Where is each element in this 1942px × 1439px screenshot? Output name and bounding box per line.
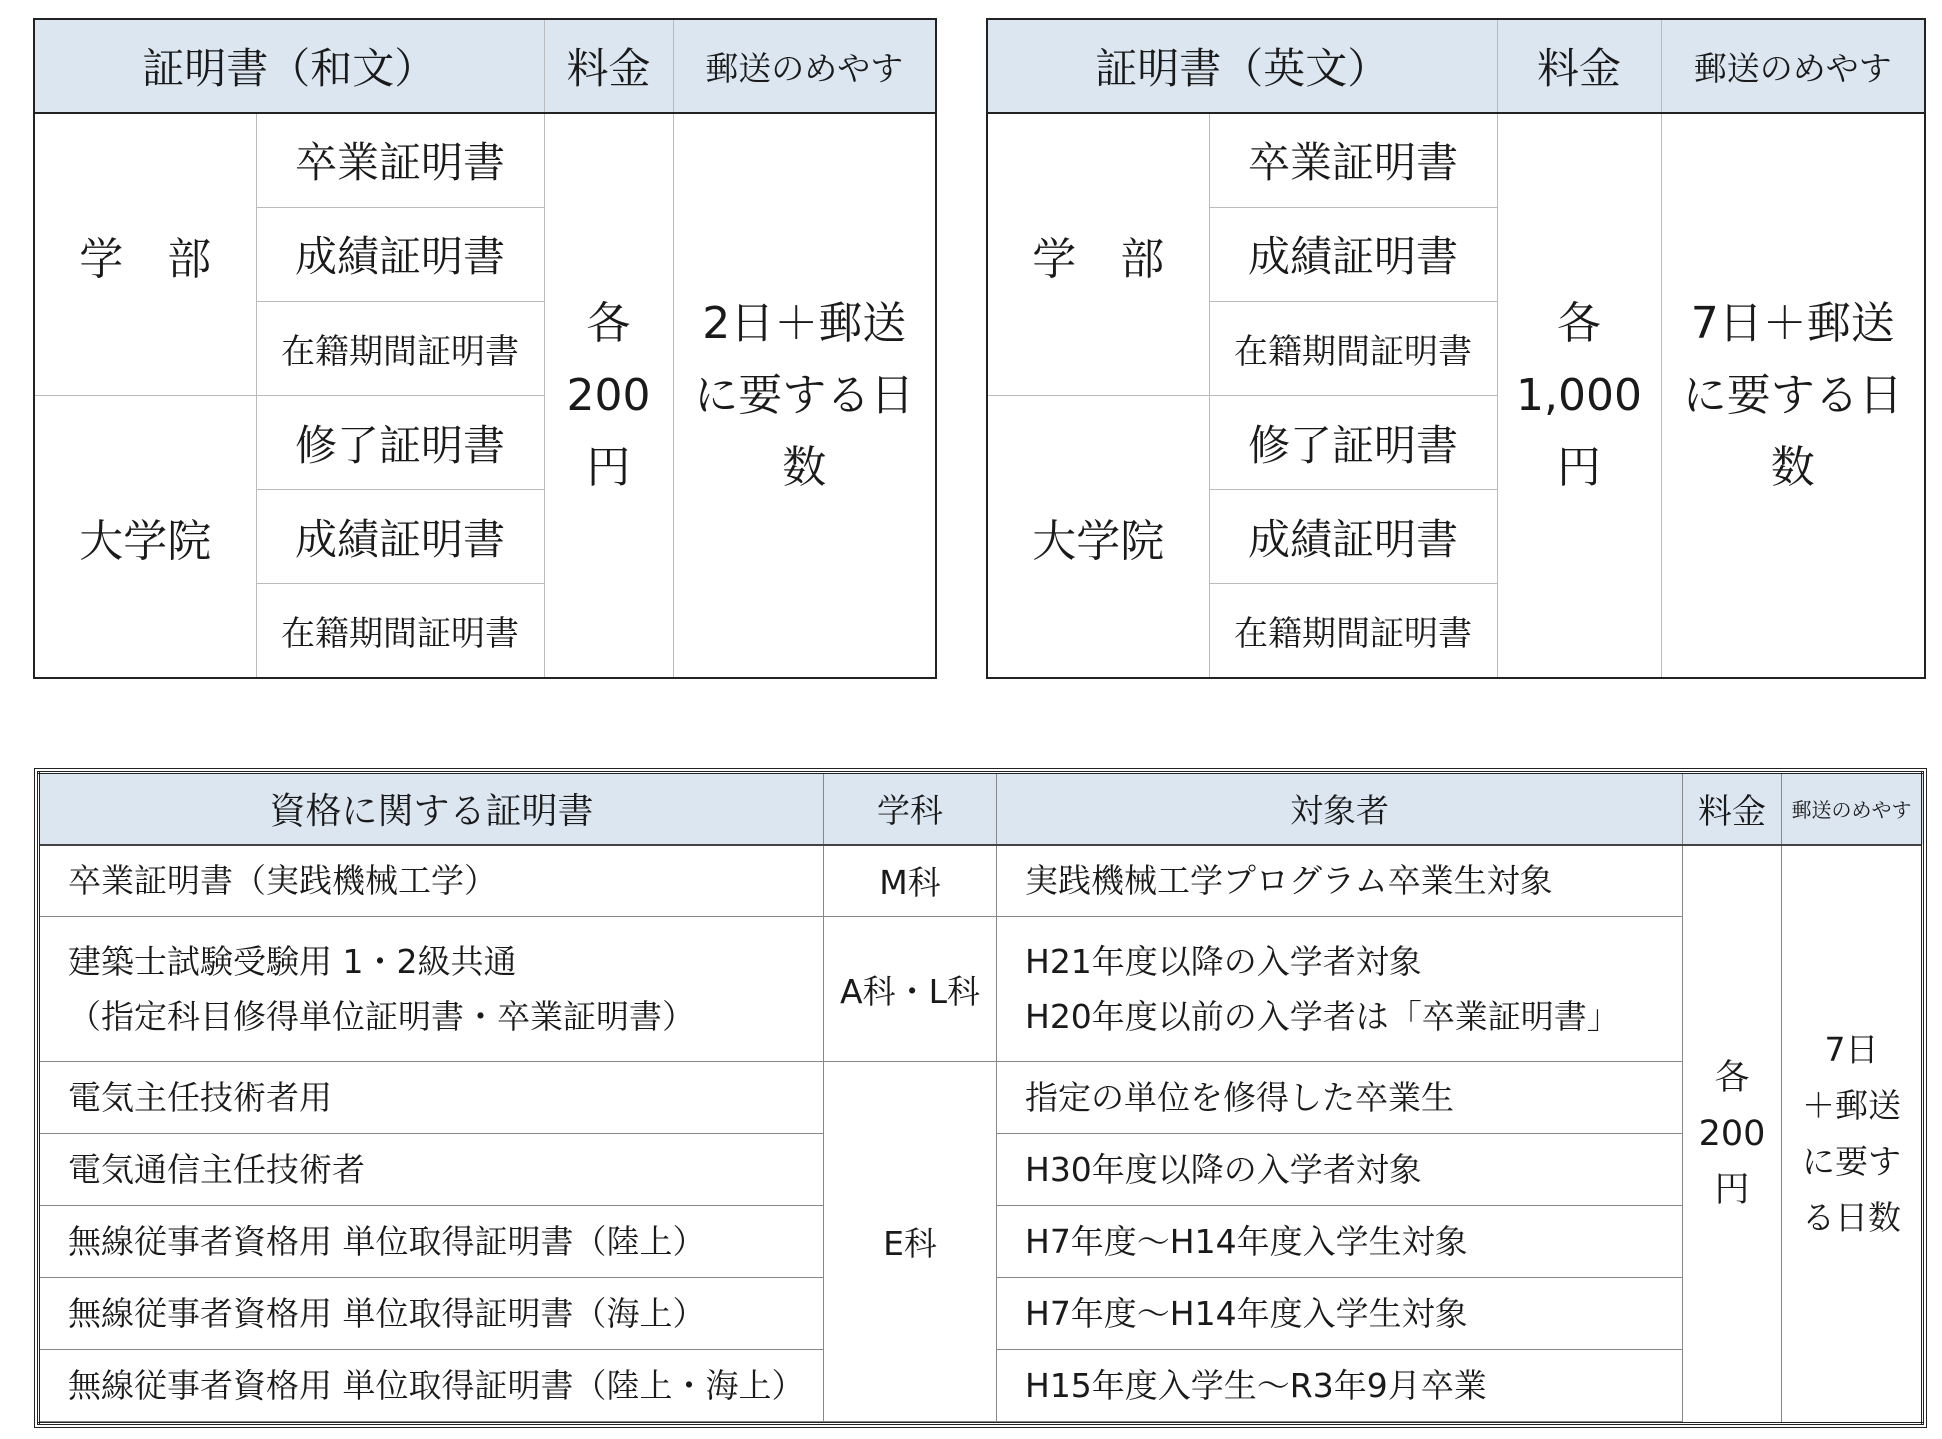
qualification-name-cell: [39, 1278, 824, 1350]
cell-line: （指定科目修得単位証明書・卒業証明書）: [68, 997, 695, 1036]
mail-estimate-header: 郵送のめやす: [1661, 19, 1925, 113]
mail-estimate-header: 郵送のめやす: [673, 19, 936, 113]
cell-line: H21年度以降の入学者対象: [1025, 942, 1422, 981]
mail-line: 7日: [1824, 1029, 1879, 1069]
doc-cell: 成績証明書: [1209, 490, 1497, 584]
mail-line: に要する日: [694, 369, 915, 421]
mail-line: 7日＋郵送: [1690, 297, 1895, 349]
fee-line: 円: [1557, 441, 1602, 493]
qualification-name-cell: [39, 1134, 824, 1206]
fee-cell: [1683, 845, 1782, 1424]
mail-line: ＋郵送: [1802, 1085, 1901, 1125]
doc-cell: 成績証明書: [256, 207, 544, 301]
fee-line: 1,000: [1516, 369, 1642, 421]
fee-cell: [1497, 113, 1661, 678]
cell-line: H15年度入学生～R3年9月卒業: [1025, 1366, 1487, 1405]
fee-line: 円: [586, 441, 631, 493]
mail-line: 数: [1770, 441, 1815, 493]
table-title: 証明書（和文）: [34, 19, 544, 113]
qualification-certificate-table: [37, 771, 1924, 1425]
english-certificate-table: [986, 18, 1926, 679]
mail-estimate-cell: [1661, 113, 1925, 678]
department-cell: E科: [824, 1062, 997, 1422]
doc-cell: 修了証明書: [1209, 396, 1497, 490]
mail-estimate-header: 郵送のめやす: [1782, 773, 1923, 845]
cell-line: 建築士試験受験用 1・2級共通: [68, 942, 517, 981]
doc-cell: 在籍期間証明書: [1209, 584, 1497, 678]
fee-line: 200: [566, 369, 651, 421]
qualification-name-cell: [39, 1206, 824, 1278]
fee-header: 料金: [1683, 773, 1782, 845]
mail-line: 数: [782, 441, 827, 493]
mail-line: る日数: [1802, 1197, 1901, 1237]
fee-line: 200: [1698, 1113, 1766, 1154]
qualification-name-cell: [39, 917, 824, 1062]
target-cell: [997, 1350, 1683, 1422]
grad-label: 大学院: [987, 396, 1209, 678]
doc-cell: 卒業証明書: [256, 113, 544, 207]
fee-line: 各: [586, 297, 631, 349]
cell-line: 電気主任技術者用: [68, 1078, 332, 1117]
fee-line: 円: [1714, 1169, 1750, 1210]
target-cell: [997, 1062, 1683, 1134]
mail-line: に要する日: [1682, 369, 1903, 421]
cell-line: 実践機械工学プログラム卒業生対象: [1025, 861, 1553, 901]
doc-cell: 修了証明書: [256, 396, 544, 490]
grad-label: 大学院: [34, 396, 256, 678]
fee-line: 各: [1557, 297, 1602, 349]
qualification-name-cell: [39, 1062, 824, 1134]
fee-cell: [544, 113, 673, 678]
target-cell: [997, 1206, 1683, 1278]
fee-line: 各: [1714, 1057, 1750, 1098]
doc-cell: 卒業証明書: [1209, 113, 1497, 207]
cell-line: 無線従事者資格用 単位取得証明書（海上）: [68, 1294, 706, 1333]
department-header: 学科: [824, 773, 997, 845]
doc-cell: 在籍期間証明書: [1209, 301, 1497, 395]
fee-header: 料金: [544, 19, 673, 113]
doc-cell: 成績証明書: [1209, 207, 1497, 301]
mail-line: に要す: [1802, 1141, 1901, 1181]
undergrad-label: 学 部: [34, 113, 256, 395]
qualification-name-header: 資格に関する証明書: [39, 773, 824, 845]
department-cell: M科: [824, 845, 997, 917]
target-cell: [997, 845, 1683, 917]
target-header: 対象者: [997, 773, 1683, 845]
cell-line: 卒業証明書（実践機械工学）: [68, 861, 497, 901]
target-cell: [997, 1134, 1683, 1206]
cell-line: 電気通信主任技術者: [68, 1150, 365, 1189]
mail-line: 2日＋郵送: [702, 297, 907, 349]
doc-cell: 在籍期間証明書: [256, 301, 544, 395]
department-cell: A科・L科: [824, 917, 997, 1062]
doc-cell: 成績証明書: [256, 490, 544, 584]
cell-line: H20年度以前の入学者は「卒業証明書」: [1025, 997, 1620, 1036]
cell-line: H7年度～H14年度入学生対象: [1025, 1294, 1468, 1333]
qualification-name-cell: [39, 1350, 824, 1422]
table-row: [39, 1062, 1923, 1134]
cell-line: 無線従事者資格用 単位取得証明書（陸上）: [68, 1222, 706, 1261]
undergrad-label: 学 部: [987, 113, 1209, 395]
table-row: [39, 845, 1923, 917]
cell-line: H30年度以降の入学者対象: [1025, 1150, 1422, 1189]
target-cell: [997, 1278, 1683, 1350]
cell-line: 指定の単位を修得した卒業生: [1025, 1078, 1454, 1117]
table-title: 証明書（英文）: [987, 19, 1497, 113]
japanese-certificate-table: [33, 18, 937, 679]
mail-estimate-cell: [673, 113, 936, 678]
qualification-name-cell: [39, 845, 824, 917]
mail-estimate-cell: [1782, 845, 1923, 1424]
fee-header: 料金: [1497, 19, 1661, 113]
cell-line: H7年度～H14年度入学生対象: [1025, 1222, 1468, 1261]
table-row: [39, 917, 1923, 1062]
cell-line: 無線従事者資格用 単位取得証明書（陸上・海上）: [68, 1366, 805, 1405]
target-cell: [997, 917, 1683, 1062]
doc-cell: 在籍期間証明書: [256, 584, 544, 678]
